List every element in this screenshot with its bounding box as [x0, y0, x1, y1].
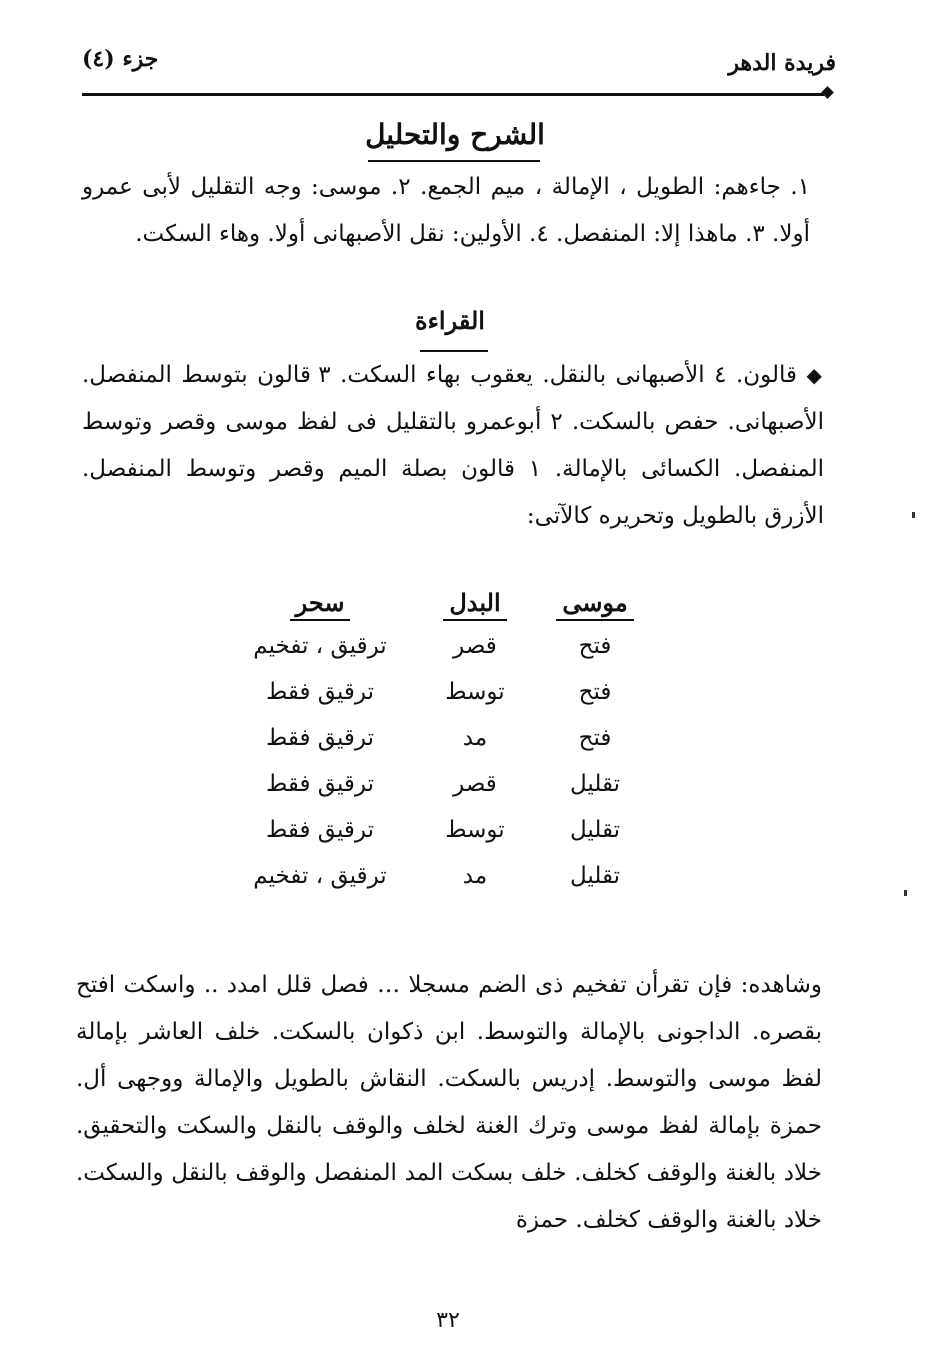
- table-cell: قصر: [453, 633, 497, 659]
- column-header: موسى: [540, 588, 650, 623]
- book-title: فريدة الدهر: [728, 50, 836, 76]
- table-cell: تقليل: [569, 817, 620, 843]
- diamond-ornament-icon: [821, 86, 834, 99]
- table-cell: توسط: [445, 817, 505, 843]
- explanation-paragraph: ١. جاءهم: الطويل ، الإمالة ، ميم الجمع. ٢. موسى: وجه التقليل لأبى عمرو أولا. ٣. ماهذا إلا: المنفصل. ٤. الأولين: نقل الأصبهانى أولا. وهاء السكت.: [82, 174, 810, 247]
- table-row: [230, 669, 650, 715]
- table-row: [230, 715, 650, 761]
- table-cell: ترقيق فقط: [266, 817, 374, 843]
- table-cell: ترقيق فقط: [266, 771, 374, 797]
- table-cell: توسط: [445, 679, 505, 705]
- table-cell: مد: [462, 863, 488, 889]
- table-cell: فتح: [578, 679, 612, 705]
- part-label: جزء (٤): [82, 46, 159, 72]
- explanation-heading: الشرح والتحليل: [365, 118, 545, 151]
- table-row: [230, 761, 650, 807]
- reading-paragraph: [82, 352, 824, 540]
- table-cell: فتح: [578, 633, 612, 659]
- table-row: [230, 623, 650, 669]
- scan-speck: [912, 512, 915, 518]
- table-row: [230, 853, 650, 899]
- column-header: سحر: [230, 588, 410, 623]
- scan-speck: [904, 890, 907, 896]
- table-cell: ترقيق ، تفخيم: [253, 633, 387, 659]
- table-row: [230, 807, 650, 853]
- table-cell: تقليل: [569, 863, 620, 889]
- table-cell: قصر: [453, 771, 497, 797]
- table-cell: تقليل: [569, 771, 620, 797]
- readings-table: [230, 588, 650, 899]
- diamond-bullet-icon: ◆: [806, 363, 825, 387]
- column-header: البدل: [410, 588, 540, 623]
- table-cell: ترقيق فقط: [266, 679, 374, 705]
- table-cell: فتح: [578, 725, 612, 751]
- running-header: [82, 44, 836, 80]
- table-cell: مد: [462, 725, 488, 751]
- page-number: ٣٢: [436, 1308, 460, 1333]
- reading-heading: القراءة: [415, 306, 485, 335]
- witness-paragraph: وشاهده: فإن تقرأن تفخيم ذى الضم مسجلا … فصل قلل امدد .. واسكت افتح بقصره. الداجونى بالإمالة والتوسط. ابن ذكوان بالسكت. خلف العاشر بإمالة لفظ موسى والتوسط. إدريس بالسكت. النقاش بالطويل والإمالة ووجهى أل. حمزة بإمالة لفظ موسى وترك الغنة لخلف والوقف بالنقل والسكت والتحقيق. خلاد بالغنة والوقف كخلف. خلف بسكت المد المنفصل والوقف بالنقل والسكت. خلاد بالغنة والوقف كخلف. حمزة: [76, 972, 822, 1233]
- heading-underline: [368, 160, 540, 162]
- table-cell: ترقيق فقط: [266, 725, 374, 751]
- header-rule: [82, 93, 824, 96]
- table-cell: ترقيق ، تفخيم: [253, 863, 387, 889]
- table-header-row: [230, 588, 650, 623]
- reading-text: قالون. ٤ الأصبهانى بالنقل. يعقوب بهاء السكت. ٣ قالون بتوسط المنفصل. الأصبهانى. حفص بالسكت. ٢ أبوعمرو بالتقليل فى لفظ موسى وقصر وتوسط المنفصل. الكسائى بالإمالة. ١ قالون بصلة الميم وقصر وتوسط المنفصل. الأزرق بالطويل وتحريره كالآتى:: [82, 362, 825, 529]
